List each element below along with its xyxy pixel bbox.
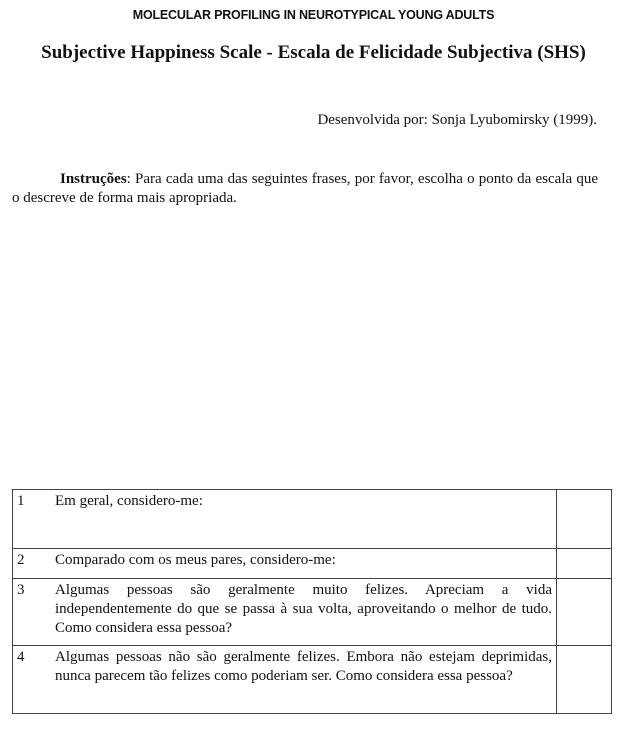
item-number: 2 (13, 549, 52, 579)
item-number: 4 (13, 646, 52, 714)
item-text: Comparado com os meus pares, considero-me: (51, 549, 557, 579)
table-row (13, 646, 612, 714)
document-header: MOLECULAR PROFILING IN NEUROTYPICAL YOUNG ADULTS (132, 8, 495, 22)
page-title: Subjective Happiness Scale - Escala de Felicidade Subjectiva (SHS) (41, 42, 586, 63)
item-number: 3 (13, 579, 52, 646)
table-row (13, 490, 612, 549)
table-row (13, 579, 612, 646)
answer-cell[interactable] (557, 579, 612, 646)
item-text: Algumas pessoas são geralmente muito felizes. Apreciam a vida independentemente do que se passa à sua volta, aproveitando o melhor de tudo. Como considera essa pessoa? (51, 579, 557, 646)
instructions-label: Instruções (60, 171, 127, 187)
instructions-paragraph (12, 170, 598, 208)
questionnaire-table (12, 489, 612, 714)
item-text: Algumas pessoas não são geralmente felizes. Embora não estejam deprimidas, nunca parecem tão felizes como poderiam ser. Como considera essa pessoa? (51, 646, 557, 714)
answer-cell[interactable] (557, 646, 612, 714)
table-row (13, 549, 612, 579)
author-credit: Desenvolvida por: Sonja Lyubomirsky (1999). (317, 112, 597, 128)
item-number: 1 (13, 490, 52, 549)
answer-cell[interactable] (557, 490, 612, 549)
item-text: Em geral, considero-me: (51, 490, 557, 549)
instructions-text: : Para cada uma das seguintes frases, por favor, escolha o ponto da escala que o descreve de forma mais apropriada. (12, 171, 598, 206)
answer-cell[interactable] (557, 549, 612, 579)
